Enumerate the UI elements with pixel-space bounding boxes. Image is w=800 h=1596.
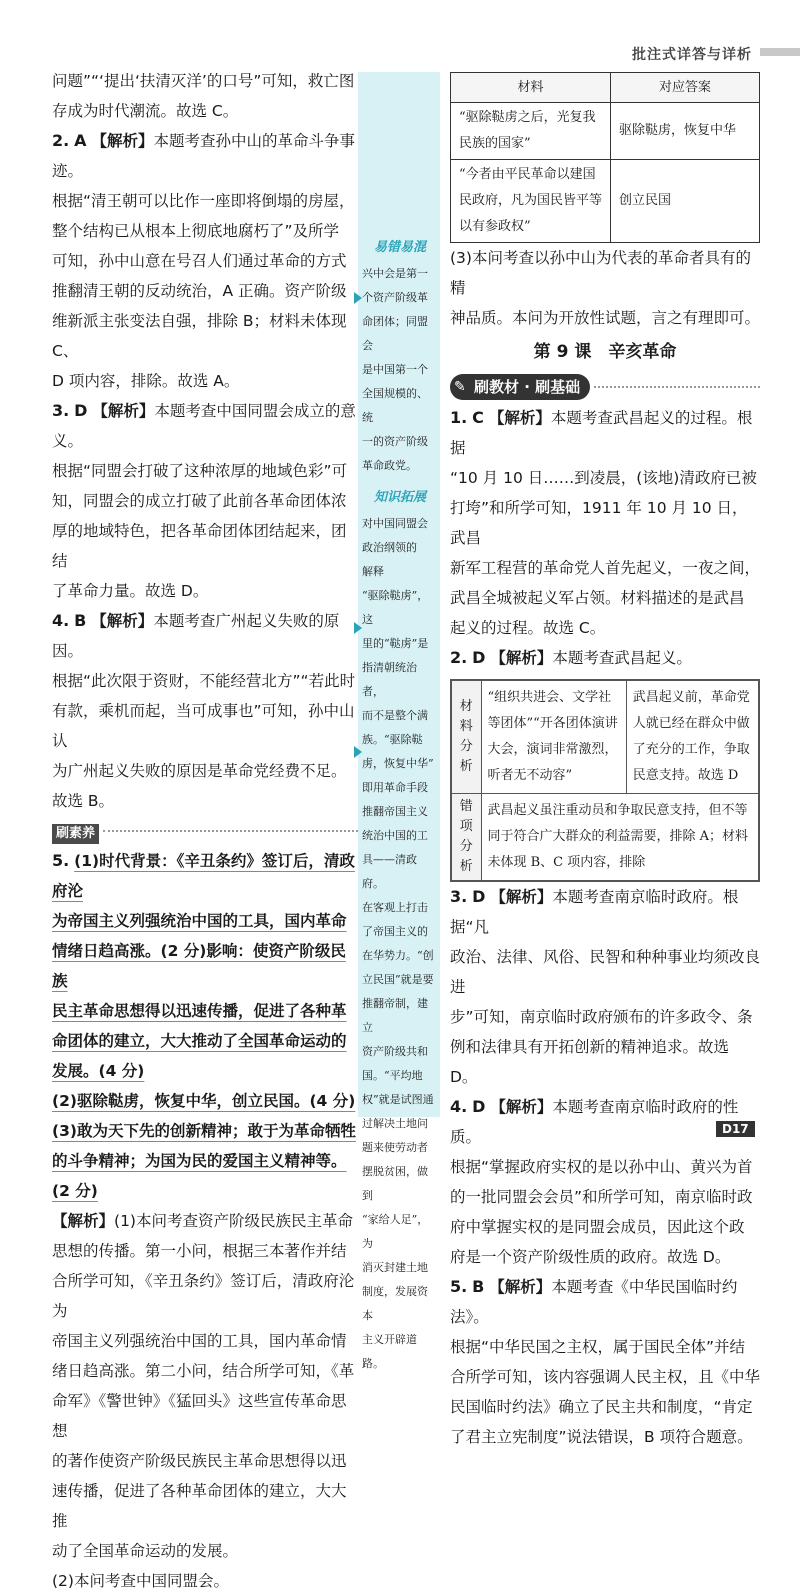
text-line: 根据“同盟会打破了这种浓厚的地域色彩”可	[52, 462, 348, 480]
text-line: 府是一个资产阶级性质的政府。故选 D。	[450, 1248, 731, 1266]
question-number: 4.	[52, 611, 70, 630]
side-note-line: 权”就是试图通	[362, 1093, 434, 1106]
text-line: (3)本问考查以孙中山为代表的革命者具有的精	[450, 249, 751, 297]
answer-line: (2)驱除鞑虏，恢复中华，创立民国。(4 分)	[52, 1092, 356, 1110]
analysis-table	[450, 679, 760, 882]
text-line: 新军工程营的革命党人首先起义，一夜之间，	[450, 559, 761, 577]
text-line: 故选 B。	[52, 792, 115, 810]
side-note-line: 指清朝统治者，	[362, 661, 417, 698]
text-line: (2)本问考查中国同盟会。	[52, 1572, 229, 1590]
text-line: 推翻清王朝的反动统治，A 正确。资产阶级	[52, 282, 347, 300]
text-line: 合所学可知，该内容强调人民主权，且《中华	[450, 1368, 761, 1386]
text-line: 了君主立宪制度”说法错误，B 项符合题意。	[450, 1428, 753, 1446]
text-line: 神品质。本问为开放性试题，言之有理即可。	[450, 309, 761, 327]
text-line: 本题考查武昌起义的过程。根据	[450, 409, 753, 457]
header-title: 批注式详答与详析	[632, 47, 752, 63]
row-label: 错项分析	[451, 794, 481, 882]
question-2	[450, 643, 760, 673]
row-label: 材料分析	[451, 680, 481, 794]
text-line: 的著作使资产阶级民族民主革命思想得以迅	[52, 1452, 347, 1470]
side-note-line: 而不是整个满	[362, 709, 428, 722]
side-heading-confusion: 易错易混	[374, 240, 427, 255]
text-line: 问题”“‘提出‘扶清灭洋’的口号”可知，救亡图	[52, 72, 355, 90]
analysis-tag: 【解析】	[490, 1098, 553, 1116]
answer-letter: B	[74, 611, 87, 630]
side-note-line: 摆脱贫困，做到	[362, 1165, 428, 1202]
answer-letter: C	[472, 408, 484, 427]
answer-line: 民主革命思想得以迅速传播，促进了各种革	[52, 1002, 347, 1020]
text-line: 例和法律具有开拓创新的精神追求。故选 D。	[450, 1038, 730, 1086]
text-line: 绪日趋高涨。第二小问，结合所学可知，《革	[52, 1362, 355, 1380]
text-line: 本题考查武昌起义。	[552, 649, 692, 667]
answer-line: 的斗争精神；为国为民的爱国主义精神等。	[52, 1152, 347, 1170]
table-cell: “驱除鞑虏之后，光复我民族的国家”	[451, 103, 611, 160]
side-note-line: 国。“平均地	[362, 1069, 423, 1082]
side-note-line: 在客观上打击	[362, 901, 428, 914]
text-line: (1)本问考查资产阶级民族民主革命	[114, 1212, 353, 1230]
question-3	[52, 396, 358, 456]
side-note-line: 解释	[362, 565, 384, 578]
side-note-line: 族。“驱除鞑	[362, 733, 423, 746]
side-note-line: 了帝国主义的	[362, 925, 428, 938]
table-cell: 武昌起义前，革命党人就已经在群众中做了充分的工作，争取民意支持。故选 D	[626, 680, 759, 794]
side-note-line: “家给人足”，为	[362, 1213, 429, 1250]
side-note-line: 推翻帝国主义	[362, 805, 428, 818]
question-4	[52, 606, 358, 666]
answer-letter: D	[472, 1097, 486, 1116]
text-line: 根据“此次限于资财，不能经营北方”“若此时	[52, 672, 356, 690]
question-number: 5.	[450, 1277, 468, 1296]
answer-line: (2 分)	[52, 1182, 98, 1200]
text-line: D 项内容，排除。故选 A。	[52, 372, 240, 390]
text-line: 本题考查南京临时政府。根据“凡	[450, 888, 739, 936]
right-column	[450, 66, 760, 1452]
side-note-line: 制度，发展资本	[362, 1285, 428, 1322]
header-tab-bar	[760, 48, 800, 56]
answer-letter: D	[472, 648, 486, 667]
text-line: 帝国主义列强统治中国的工具，国内革命情	[52, 1332, 347, 1350]
text-line: 本题考查中国同盟会成立的意义。	[52, 402, 356, 450]
side-note-line: 立民国”就是要	[362, 973, 434, 986]
side-note-line: 革命政党。	[362, 459, 417, 472]
table-row	[451, 103, 760, 160]
question-2	[52, 126, 358, 186]
answer-line: 发展。(4 分)	[52, 1062, 145, 1080]
question-1	[450, 403, 760, 463]
page-header	[0, 0, 800, 62]
text-line: 根据“中华民国之主权，属于国民全体”并结	[450, 1338, 746, 1356]
text-line: 知，同盟会的成立打破了此前各革命团体浓	[52, 492, 347, 510]
table-cell: 创立民国	[611, 160, 760, 243]
question-number: 5.	[52, 851, 70, 870]
answer-line: 为帝国主义列强统治中国的工具，国内革命	[52, 912, 347, 930]
side-note-line: 个资产阶级革	[362, 291, 428, 304]
question-number: 3.	[52, 401, 70, 420]
text-line: 维新派主张变法自强，排除 B；材料未体现 C、	[52, 312, 347, 360]
text-line: 存成为时代潮流。故选 C。	[52, 102, 239, 120]
table-header: 对应答案	[611, 73, 760, 103]
text-line: 合所学可知，《辛丑条约》签订后，清政府沦为	[52, 1272, 355, 1320]
pointer-arrow-icon	[354, 746, 362, 758]
pointer-arrow-icon	[354, 622, 362, 634]
text-line: 政治、法律、风俗、民智和种种事业均须改良进	[450, 948, 761, 996]
side-note-line: 主义开辟道路。	[362, 1333, 417, 1370]
text-line: 整个结构已从根本上彻底地腐朽了”及所学	[52, 222, 340, 240]
analysis-tag: 【解析】	[92, 402, 155, 420]
analysis-tag: 【解析】	[91, 132, 154, 150]
text-line: 思想的传播。第一小问，根据三本著作并结	[52, 1242, 347, 1260]
side-note-line: 过解决土地问	[362, 1117, 428, 1130]
question-5	[52, 846, 358, 906]
dotted-rule	[103, 830, 358, 832]
section-divider	[52, 816, 358, 846]
question-number: 4.	[450, 1097, 468, 1116]
table-cell: “今者由平民革命以建国民政府，凡为国民皆平等以有参政权”	[451, 160, 611, 243]
text-line: 本题考查《中华民国临时约法》。	[450, 1278, 738, 1326]
material-answer-table	[450, 72, 760, 243]
text-line: 厚的地域特色，把各革命团体团结起来，团结	[52, 522, 347, 570]
section-divider	[450, 371, 760, 403]
text-line: 武昌全城被起义军占领。材料描述的是武昌	[450, 589, 745, 607]
text-line: 根据“掌握政府实权的是以孙中山、黄兴为首	[450, 1158, 753, 1176]
answer-line: 命团体的建立，大大推动了全国革命运动的	[52, 1032, 347, 1050]
page-number: D17	[716, 1121, 755, 1137]
question-5	[450, 1272, 760, 1332]
answer-letter: A	[74, 131, 87, 150]
table-row	[451, 794, 759, 882]
text-line: 速传播，促进了各种革命团体的建立，大大推	[52, 1482, 347, 1530]
table-row	[451, 160, 760, 243]
side-note-line: 消灭封建土地	[362, 1261, 428, 1274]
side-note-line: 具——清政府。	[362, 853, 417, 890]
table-cell: 驱除鞑虏，恢复中华	[611, 103, 760, 160]
question-number: 2.	[52, 131, 70, 150]
analysis-tag: 【解析】	[488, 409, 551, 427]
text-line: 起义的过程。故选 C。	[450, 619, 606, 637]
text-line: 打垮”和所学可知，1911 年 10 月 10 日，武昌	[450, 499, 748, 547]
answer-line: 情绪日趋高涨。(2 分)影响：使资产阶级民族	[52, 942, 346, 990]
text-line: 有款，乘机而起，当可成事也”可知，孙中山认	[52, 702, 355, 750]
analysis-tag: 【解析】	[490, 649, 553, 667]
answer-letter: D	[472, 887, 486, 906]
analysis-tag: 【解析】	[52, 1212, 115, 1230]
text-line: “10 月 10 日……到凌晨，(该地)清政府已被	[450, 469, 757, 487]
text-line: 本题考查广州起义失败的原因。	[52, 612, 340, 660]
text-line: 府中掌握实权的是同盟会成员，因此这个政	[450, 1218, 745, 1236]
section-badge: ✎ 刷教材 · 刷基础	[450, 374, 590, 400]
table-cell: “组织共进会、文学社等团体”“开各团体演讲大会，演词非常激烈，听者无不动容”	[481, 680, 626, 794]
answer-letter: D	[74, 401, 88, 420]
side-note-line: 兴中会是第一	[362, 267, 428, 280]
pointer-arrow-icon	[354, 292, 362, 304]
side-note-line: 题来使劳动者	[362, 1141, 428, 1154]
side-note-line: 统治中国的工	[362, 829, 428, 842]
section-label: 刷素养	[52, 824, 99, 844]
text-line: 根据“清王朝可以比作一座即将倒塌的房屋，	[52, 192, 355, 210]
question-number: 2.	[450, 648, 468, 667]
table-row	[451, 680, 759, 794]
lesson-title: 第 9 课 辛亥革命	[533, 342, 677, 362]
side-note-line: 一的资产阶级	[362, 435, 428, 448]
side-note-line: 推翻帝制，建立	[362, 997, 428, 1034]
side-note-line: 资产阶级共和	[362, 1045, 428, 1058]
side-note-line: 虏，恢复中华”	[362, 757, 434, 770]
side-heading-extension: 知识拓展	[374, 490, 427, 505]
side-notes	[358, 72, 440, 1370]
analysis-tag: 【解析】	[91, 612, 154, 630]
text-line: 的一批同盟会会员”和所学可知，南京临时政	[450, 1188, 753, 1206]
question-3	[450, 882, 760, 942]
analysis-tag: 【解析】	[489, 1278, 552, 1296]
side-note-line: 里的“鞑虏”是	[362, 637, 429, 650]
side-note-line: 全国规模的、统	[362, 387, 428, 424]
text-line: 可知，孙中山意在号召人们通过革命的方式	[52, 252, 347, 270]
question-4	[450, 1092, 760, 1152]
dotted-rule	[594, 386, 760, 388]
side-note-line: “驱除鞑虏”，这	[362, 589, 429, 626]
text-line: 了革命力量。故选 D。	[52, 582, 209, 600]
side-note-line: 是中国第一个	[362, 363, 428, 376]
answer-line: (3)敢为天下先的创新精神；敢于为革命牺牲	[52, 1122, 356, 1140]
answer-line: (1)时代背景：《辛丑条约》签订后，清政府沦	[52, 852, 355, 900]
answer-letter: B	[472, 1277, 485, 1296]
side-note-line: 在华势力。“创	[362, 949, 434, 962]
side-note-line: 命团体；同盟会	[362, 315, 428, 352]
question-number: 3.	[450, 887, 468, 906]
text-line: 本题考查孙中山的革命斗争事迹。	[52, 132, 356, 180]
left-column	[52, 66, 358, 1596]
text-line: 步”可知，南京临时政府颁布的许多政令、条	[450, 1008, 753, 1026]
side-note-line: 对中国同盟会	[362, 517, 428, 530]
question-number: 1.	[450, 408, 468, 427]
table-header: 材料	[451, 73, 611, 103]
side-note-line: 即用革命手段	[362, 781, 428, 794]
text-line: 民国临时约法》确立了民主共和制度，“肯定	[450, 1398, 753, 1416]
text-line: 命军》《警世钟》《猛回头》这些宣传革命思想	[52, 1392, 347, 1440]
analysis-tag: 【解析】	[490, 888, 553, 906]
side-note-line: 政治纲领的	[362, 541, 417, 554]
text-line: 为广州起义失败的原因是革命党经费不足。	[52, 762, 347, 780]
text-line: 本题考查南京临时政府的性质。	[450, 1098, 739, 1146]
text-line: 动了全国革命运动的发展。	[52, 1542, 239, 1560]
table-cell: 武昌起义虽注重动员和争取民意支持，但不等同于符合广大群众的利益需要，排除 A；材料未体现 B、C 项内容，排除	[481, 794, 759, 882]
